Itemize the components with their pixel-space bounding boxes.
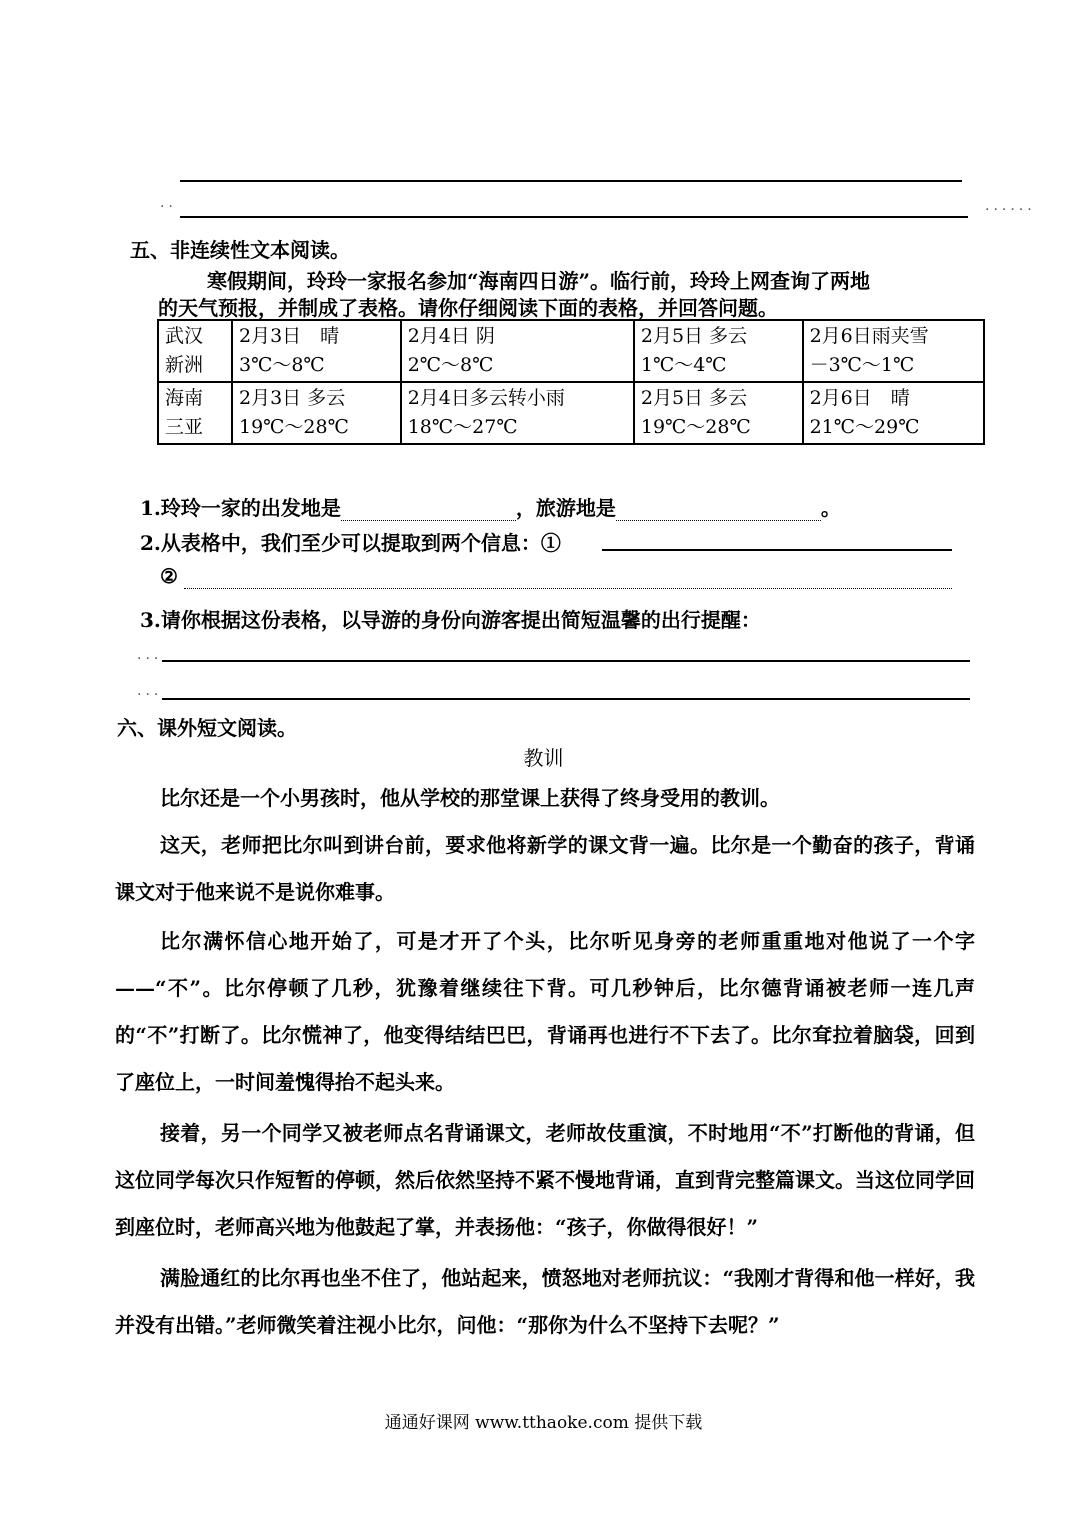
- info-2-marker: ②: [160, 564, 178, 588]
- question-1-text-mid: ，旅游地是: [515, 496, 616, 520]
- question-1-text-start: 1.玲玲一家的出发地是: [140, 496, 341, 520]
- forecast-cell: [803, 320, 984, 382]
- forecast-date: 2月4日多云转小雨: [407, 387, 565, 409]
- weather-table: [157, 319, 985, 445]
- answer-line-top-1: [180, 180, 962, 182]
- forecast-temp: 21℃～29℃: [809, 416, 920, 438]
- table-row: [158, 320, 984, 382]
- section-6-heading: 六、课外短文阅读。: [117, 716, 297, 740]
- dot-leader: ··: [160, 199, 177, 215]
- forecast-temp: 3℃～8℃: [239, 354, 325, 376]
- reminder-answer-line-1[interactable]: [162, 660, 970, 662]
- dot-leader: ···: [137, 651, 163, 667]
- forecast-temp: 18℃～27℃: [407, 416, 518, 438]
- dot-leader: ······: [985, 202, 1036, 218]
- city-name: 海南: [165, 387, 204, 409]
- question-2: [140, 527, 561, 556]
- forecast-temp: －3℃～1℃: [809, 354, 915, 376]
- forecast-cell: [634, 382, 803, 444]
- forecast-date: 2月3日 晴: [239, 325, 340, 347]
- forecast-cell: [232, 320, 401, 382]
- forecast-cell: [634, 320, 803, 382]
- destination-answer-blank[interactable]: [616, 496, 821, 521]
- section-5-intro-line-2: 的天气预报，并制成了表格。请你仔细阅读下面的表格，并回答问题。: [158, 296, 778, 320]
- forecast-temp: 19℃～28℃: [239, 416, 349, 438]
- city-name: 三亚: [165, 416, 204, 438]
- section-5-intro-line-1: 寒假期间，玲玲一家报名参加“海南四日游”。临行前，玲玲上网查询了两地: [207, 269, 871, 293]
- question-3: [140, 604, 761, 633]
- city-name: 武汉: [165, 325, 204, 347]
- forecast-temp: 1℃～4℃: [640, 354, 727, 376]
- question-2-text: 2.从表格中，我们至少可以提取到两个信息：①: [140, 531, 561, 555]
- table-row: [158, 382, 984, 444]
- question-3-text: 3.请你根据这份表格，以导游的身份向游客提出简短温馨的出行提醒：: [140, 608, 761, 632]
- forecast-date: 2月6日 晴: [809, 387, 910, 409]
- story-paragraph-1: 比尔还是一个小男孩时，他从学校的那堂课上获得了终身受用的教训。: [160, 786, 780, 810]
- story-paragraph-3: 比尔满怀信心地开始了，可是才开了个头，比尔听见身旁的老师重重地对他说了一个字——“不”。比尔停顿了几秒，犹豫着继续往下背。可几秒钟后，比尔德背诵被老师一连几声的“不”打断了。比尔慌神了，他变得结结巴巴，背诵再也进行不下去了。比尔耷拉着脑袋，回到了座位上，一时间羞愧得抬不起头来。: [115, 929, 975, 1094]
- forecast-date: 2月3日 多云: [239, 387, 346, 409]
- info-1-answer-line[interactable]: [602, 549, 952, 551]
- forecast-date: 2月4日 阴: [407, 325, 495, 347]
- forecast-date: 2月6日雨夹雪: [809, 325, 929, 347]
- forecast-cell: [401, 320, 634, 382]
- forecast-date: 2月5日 多云: [640, 325, 748, 347]
- story-paragraph-5: 满脸通红的比尔再也坐不住了，他站起来，愤怒地对老师抗议：“我刚才背得和他一样好，我并没有出错。”老师微笑着注视小比尔，问他：“那你为什么不坚持下去呢？”: [115, 1266, 975, 1337]
- forecast-temp: 19℃～28℃: [640, 416, 751, 438]
- section-5-heading: 五、非连续性文本阅读。: [130, 238, 350, 262]
- departure-answer-blank[interactable]: [341, 496, 516, 521]
- story-title: 教训: [523, 746, 564, 770]
- forecast-date: 2月5日 多云: [640, 387, 748, 409]
- page-footer: 通通好课网 www.tthaoke.com 提供下载: [384, 1413, 703, 1433]
- answer-line-top-2: [180, 216, 968, 218]
- question-1-text-end: 。: [820, 496, 841, 520]
- story-paragraph-2: 这天，老师把比尔叫到讲台前，要求他将新学的课文背一遍。比尔是一个勤奋的孩子，背诵课文对于他来说不是说你难事。: [115, 833, 975, 904]
- dot-leader: ···: [137, 687, 163, 703]
- question-1: [140, 492, 841, 521]
- forecast-cell: [401, 382, 634, 444]
- forecast-temp: 2℃～8℃: [407, 354, 494, 376]
- info-2-answer-line[interactable]: [184, 588, 952, 589]
- forecast-cell: [232, 382, 401, 444]
- city-cell: [158, 382, 232, 444]
- city-cell: [158, 320, 232, 382]
- city-name: 新洲: [165, 354, 204, 376]
- reminder-answer-line-2[interactable]: [162, 698, 970, 700]
- story-paragraph-4: 接着，另一个同学又被老师点名背诵课文，老师故伎重演，不时地用“不”打断他的背诵，但这位同学每次只作短暂的停顿，然后依然坚持不紧不慢地背诵，直到背完整篇课文。当这位同学回到座位时，老师高兴地为他鼓起了掌，并表扬他：“孩子，你做得很好！”: [115, 1121, 975, 1239]
- forecast-cell: [803, 382, 984, 444]
- question-2-item-2: [160, 564, 178, 588]
